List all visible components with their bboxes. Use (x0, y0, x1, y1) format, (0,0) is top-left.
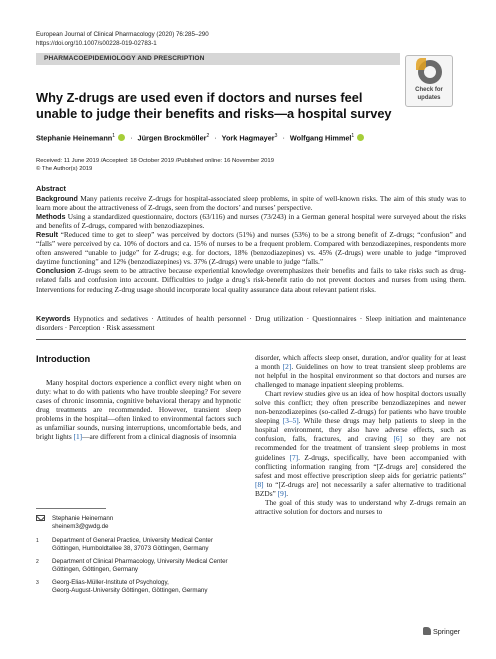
background-text: Many patients receive Z-drugs for hospital-associated sleep problems, in spite of well-known risks. The aim of this study was to learn more about the attractiveness of Z-drugs, seen from the doctors’ and nurses’ perspective. (36, 194, 466, 213)
section-banner (36, 53, 400, 65)
affiliation (36, 558, 228, 574)
intro-text: . Guidelines on how to treat transient sleep problems are not helpful in the hospital environment so that doctors and nurses are challenged to manage inpatient sleeping problems. (255, 362, 466, 390)
affiliation (36, 537, 213, 553)
methods-label: Methods (36, 212, 66, 222)
abstract-background (36, 194, 466, 212)
abstract (36, 184, 466, 294)
author-affil-sup: 1 (112, 133, 116, 139)
affiliation (36, 579, 207, 595)
intro-text: . Z-drugs, specifically, have been accompanied with conflicting information ranging from “[Z-drugs are] considered the safest and most effective prescription sleep aids for geriatric patients” (255, 452, 466, 480)
affiliation-line: Göttingen, Göttingen, Germany (52, 566, 138, 573)
author-affil-sup: 1 (351, 133, 355, 139)
section-banner-label: PHARMACOEPIDEMIOLOGY AND PRESCRIPTION (44, 55, 205, 62)
doi-link[interactable]: https://doi.org/10.1007/s00228-019-02783-1 (36, 40, 157, 47)
result-text: “Reduced time to get to sleep” was perceived by doctors (51%) and nurses (53%) to be a strong benefit of Z-drugs; “confusion” and “falls” were perceived by ca. 10% of doctors and ca. 15% of nurses to be a frequent problem. Compared with benzodiazepines, respondents more often answered “unable to judge” for Z-drugs; e.g. for doctors, 18% (benzodiazepines) vs. 45% (Z-drugs) were unable to judge “improved daytime functioning” and 12% (benzodiazepines) vs. 37% (Z-drugs) were unable to judge “falls.” (36, 230, 467, 267)
contact-email[interactable]: sheinem3@gwdg.de (52, 523, 109, 530)
author-name[interactable]: Stephanie Heinemann (36, 133, 113, 143)
result-label: Result (36, 230, 58, 240)
affiliation-line: Göttingen, Humboldtallee 38, 37073 Göttingen, Germany (52, 545, 209, 552)
author-name[interactable]: Jürgen Brockmöller (137, 133, 207, 143)
check-for-updates-button[interactable] (405, 55, 453, 107)
intro-paragraph (255, 353, 466, 389)
copyright-notice: © The Author(s) 2019 (36, 166, 93, 172)
affiliation-number: 1 (36, 538, 39, 544)
affiliation-line: Georg-August-University Göttingen, Göttingen, Germany (52, 587, 208, 594)
abstract-heading: Abstract (36, 184, 66, 193)
abstract-result (36, 230, 466, 266)
publication-dates (36, 157, 274, 173)
intro-text: . (286, 488, 289, 498)
received-accepted-dates: Received: 11 June 2019 /Accepted: 18 October 2019 /Published online: 16 November 2019 (36, 158, 274, 164)
envelope-icon (36, 515, 45, 521)
body-column-left (36, 378, 241, 441)
methods-text: Using a standardized questionnaire, doctors (63/116) and nurses (73/243) in a German general hospital were surveyed about the risks and benefits of Z-drugs, compared with benzodiazepines. (36, 212, 466, 231)
footnote-divider (36, 508, 106, 509)
intro-text: to “[Z-drugs are] not necessarily a safer alternative to traditional BZDs” (255, 479, 466, 498)
intro-paragraph (36, 378, 241, 441)
citation-link[interactable]: [8] (255, 479, 264, 489)
corresponding-author (36, 515, 113, 531)
intro-paragraph (255, 389, 466, 498)
intro-text: so they are not recommended for the treatment of transient sleep problems in most guidelines (255, 434, 466, 462)
orcid-icon[interactable] (118, 134, 125, 141)
author-list: Stephanie Heinemann$^1$ · Jürgen Brockmöller$^2$ · York Hagmayer$^3$ · Wolfgang Himmel$^1$ (36, 133, 466, 142)
body-column-right (255, 353, 466, 516)
introduction-heading: Introduction (36, 354, 91, 364)
publisher-logo (423, 627, 460, 636)
intro-text: —are different from a clinical diagnosis of insomnia (82, 432, 237, 442)
author-name[interactable]: York Hagmayer (221, 133, 275, 143)
intro-paragraph (255, 498, 466, 516)
springer-horse-icon (423, 627, 431, 635)
citation-link[interactable]: [7] (289, 452, 299, 462)
keywords-label: Keywords (36, 314, 71, 323)
author-name[interactable]: Wolfgang Himmel (289, 133, 352, 143)
intro-text: disorder, which affects sleep onset, duration, and/or quality for at least a month (255, 353, 466, 372)
author-affil-sup: 3 (274, 133, 278, 139)
keywords-text: Hypnotics and sedatives · Attitudes of health personnel · Drug utilization · Questionnaires · Sleep initiation and maintenance disorders · Perception · Risk assessment (36, 314, 466, 333)
citation-link[interactable]: [3–5] (282, 416, 299, 426)
author-affil-sup: 2 (206, 133, 210, 139)
check-updates-line1: Check for (415, 87, 443, 93)
crossmark-icon (418, 60, 442, 84)
citation-link[interactable]: [9] (277, 488, 287, 498)
conclusion-label: Conclusion (36, 266, 76, 276)
contact-name: Stephanie Heinemann (52, 515, 114, 522)
journal-citation: European Journal of Clinical Pharmacology (2020) 76:285–290 (36, 31, 209, 38)
affiliation-number: 3 (36, 580, 39, 586)
affiliation-line: Department of General Practice, University Medical Center (52, 537, 213, 544)
citation-link[interactable]: [2] (282, 362, 292, 372)
keywords (36, 314, 466, 332)
abstract-methods (36, 212, 466, 230)
check-updates-line2: updates (417, 95, 441, 101)
affiliation-number: 2 (36, 559, 39, 565)
intro-text: Chart review studies give us an idea of how hospital doctors usually solve this conflict; they often prescribe benzodiazepines and newer non-benzodiazepines (so-called Z-drugs) for patients who have trouble sleeping (255, 389, 466, 426)
article-title: Why Z-drugs are used even if doctors and nurses feel unable to judge their benefits and risks—a hospital survey (36, 90, 392, 121)
citation-link[interactable]: [1] (73, 432, 83, 442)
affiliation-line: Department of Clinical Pharmacology, University Medical Center (52, 558, 228, 565)
citation-link[interactable]: [6] (393, 434, 403, 444)
orcid-icon[interactable] (357, 134, 364, 141)
intro-text: . While these drugs may help patients to sleep in the hospital environment, they also have adverse effects, such as confusion, falls, fractures, and craving (255, 416, 466, 444)
conclusion-text: Z-drugs seem to be attractive because experiential knowledge overemphasizes their benefits and fails to take risks such as drug-related falls and confusion into account. Difficulties to judge a drug’s risk-benefit ratio do not prevent doctors and nurses from using them. Interventions for reducing Z-drug usage should incorporate local quality assurance data about relevant patient risks. (36, 266, 466, 294)
background-label: Background (36, 194, 78, 204)
affiliation-line: Georg-Elias-Müller-Institute of Psychology, (52, 579, 169, 586)
intro-text: The goal of this study was to understand why Z-drugs remain an attractive solution for doctors and nurses to (255, 497, 466, 516)
abstract-conclusion (36, 266, 466, 293)
intro-text: Many hospital doctors experience a conflict every night when on duty: what to do with patients who have trouble sleeping? For severe cases of chronic insomnia, cognitive behavioral therapy and hypnotic drug treatments are recommended. However, transient sleep problems in the hospital—often linked to environmental factors such as unfamiliar sounds, nursing interruptions, uncomfortable beds, and bright lights (36, 378, 241, 442)
publisher-name: Springer (433, 627, 461, 636)
section-divider (36, 339, 466, 340)
